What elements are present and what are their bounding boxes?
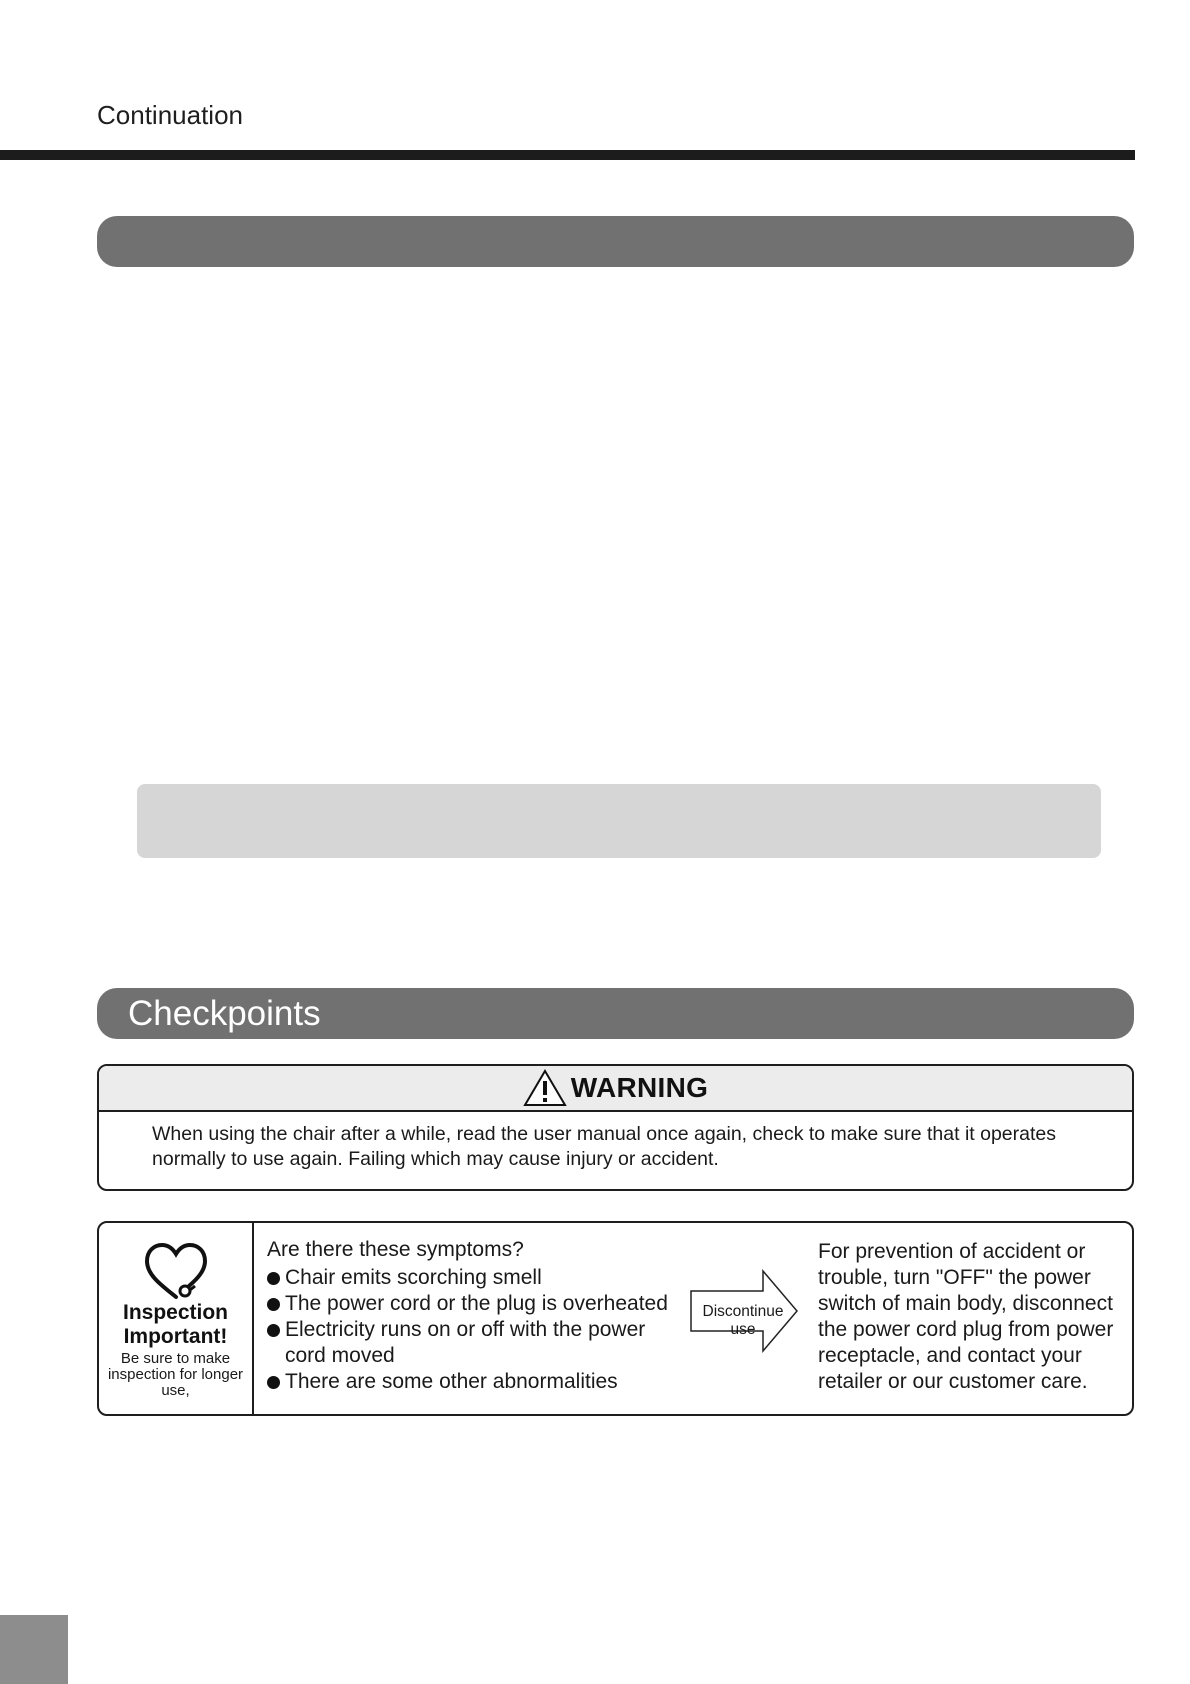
note-box — [137, 784, 1101, 858]
warning-box — [97, 1064, 1134, 1191]
heart-plug-icon — [141, 1241, 211, 1303]
symptoms-question: Are there these symptoms? — [267, 1238, 524, 1261]
prevention-text: For prevention of accident or trouble, turn "OFF" the power switch of main body, disconnect the power cord plug from power receptacle, and contact your retailer or our customer care. — [818, 1240, 1114, 1393]
page-corner-tab — [0, 1615, 68, 1684]
symptom-item: The power cord or the plug is overheated — [267, 1291, 687, 1317]
inspection-title-line1: Inspection — [122, 1301, 228, 1324]
inspection-title-line2: Important! — [123, 1325, 228, 1348]
section-bar-checkpoints — [97, 988, 1134, 1039]
warning-title: WARNING — [570, 1072, 709, 1103]
discontinue-label: Discontinue use — [702, 1303, 784, 1338]
warning-header — [99, 1066, 1132, 1112]
inspection-box — [97, 1221, 1134, 1416]
header-rule — [0, 150, 1135, 160]
symptom-item: There are some other abnormalities — [267, 1369, 687, 1395]
warning-triangle-icon — [523, 1069, 567, 1107]
section-title: Checkpoints — [128, 994, 321, 1033]
section-bar-blank — [97, 216, 1134, 267]
page-header: Continuation — [97, 100, 243, 130]
inspection-subtitle: Be sure to make inspection for longer use, — [107, 1350, 244, 1399]
warning-text: When using the chair after a while, read the user manual once again, check to make sure that it operates normally to use again. Failing which may cause injury or accident. — [152, 1123, 1057, 1170]
symptom-item: Chair emits scorching smell — [267, 1265, 687, 1291]
symptom-item: Electricity runs on or off with the power cord moved — [267, 1317, 687, 1369]
inspection-column — [99, 1223, 254, 1414]
inspection-title — [99, 1301, 252, 1349]
symptoms-list — [267, 1237, 687, 1395]
